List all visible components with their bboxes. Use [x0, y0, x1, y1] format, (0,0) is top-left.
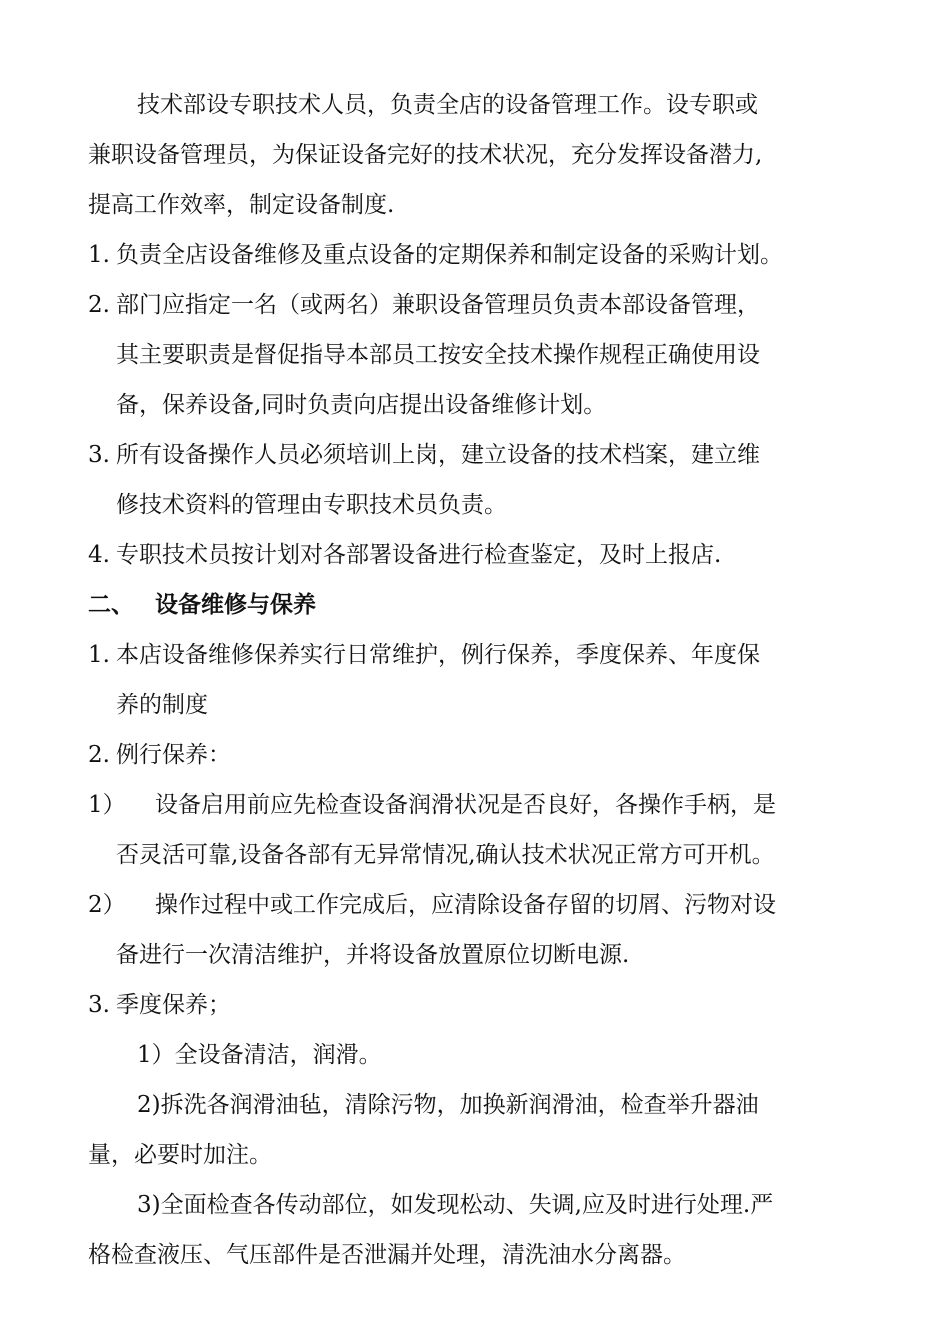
intro-line	[0, 183, 950, 227]
item-number: 1.	[88, 242, 110, 268]
item-number: 1.	[88, 642, 110, 668]
list-item	[0, 283, 950, 327]
list-item	[0, 433, 950, 477]
item-text: 负责全店设备维修及重点设备的定期保养和制定设备的采购计划。	[116, 242, 783, 268]
item-text: 季度保养；	[116, 992, 231, 1018]
item-continuation	[0, 333, 950, 377]
item-text: 部门应指定一名（或两名）兼职设备管理员负责本部设备管理，	[116, 292, 760, 318]
sub-item-text: 设备启用前应先检查设备润滑状况是否良好，各操作手柄，是	[155, 792, 776, 818]
paragraph-line	[0, 1033, 950, 1077]
paragraph-line	[0, 1183, 950, 1227]
list-item	[0, 633, 950, 677]
paragraph-text: 量，必要时加注。	[88, 1142, 272, 1168]
sub-item-text: 备进行一次清洁维护，并将设备放置原位切断电源.	[116, 942, 630, 968]
item-number: 3.	[88, 992, 110, 1018]
item-text: 本店设备维修保养实行日常维护，例行保养，季度保养、年度保	[116, 642, 760, 668]
item-text: 养的制度	[116, 692, 208, 718]
intro-line	[0, 83, 950, 127]
item-text: 备，保养设备,同时负责向店提出设备维修计划。	[116, 392, 607, 418]
list-item	[0, 733, 950, 777]
sub-item-number: 2）	[88, 892, 126, 918]
item-text: 例行保养：	[116, 742, 231, 768]
item-text: 其主要职责是督促指导本部员工按安全技术操作规程正确使用设	[116, 342, 760, 368]
paragraph-line	[0, 1233, 950, 1277]
list-item	[0, 233, 950, 277]
item-number: 4.	[88, 542, 110, 568]
sub-item	[0, 883, 950, 927]
intro-text: 技术部设专职技术人员，负责全店的设备管理工作。设专职或	[137, 92, 758, 118]
section-number: 二、	[88, 591, 134, 618]
list-item	[0, 983, 950, 1027]
paragraph-line	[0, 1133, 950, 1177]
intro-text: 提高工作效率，制定设备制度.	[88, 192, 395, 218]
list-item	[0, 533, 950, 577]
item-number: 2.	[88, 742, 110, 768]
paragraph-text: 1）全设备清洁，润滑。	[137, 1042, 382, 1068]
item-text: 所有设备操作人员必须培训上岗，建立设备的技术档案，建立维	[116, 442, 760, 468]
sub-item-continuation	[0, 933, 950, 977]
item-continuation	[0, 683, 950, 727]
sub-item-continuation	[0, 833, 950, 877]
item-number: 2.	[88, 292, 110, 318]
item-text: 修技术资料的管理由专职技术员负责。	[116, 492, 507, 518]
item-text: 专职技术员按计划对各部署设备进行检查鉴定，及时上报店.	[116, 542, 722, 568]
item-continuation	[0, 483, 950, 527]
sub-item-text: 操作过程中或工作完成后，应清除设备存留的切屑、污物对设	[155, 892, 776, 918]
sub-item-number: 1）	[88, 792, 126, 818]
paragraph-line	[0, 1083, 950, 1127]
paragraph-text: 2)拆洗各润滑油毡，清除污物，加换新润滑油，检查举升器油	[137, 1092, 759, 1118]
sub-item-text: 否灵活可靠,设备各部有无异常情况,确认技术状况正常方可开机。	[116, 842, 775, 868]
intro-line	[0, 133, 950, 177]
section-title: 设备维修与保养	[155, 591, 316, 618]
section-heading	[0, 583, 950, 627]
intro-text: 兼职设备管理员，为保证设备完好的技术状况，充分发挥设备潜力,	[88, 142, 763, 168]
sub-item	[0, 783, 950, 827]
item-continuation	[0, 383, 950, 427]
paragraph-text: 3)全面检查各传动部位，如发现松动、失调,应及时进行处理.严	[137, 1192, 774, 1218]
paragraph-text: 格检查液压、气压部件是否泄漏并处理，清洗油水分离器。	[88, 1242, 686, 1268]
item-number: 3.	[88, 442, 110, 468]
